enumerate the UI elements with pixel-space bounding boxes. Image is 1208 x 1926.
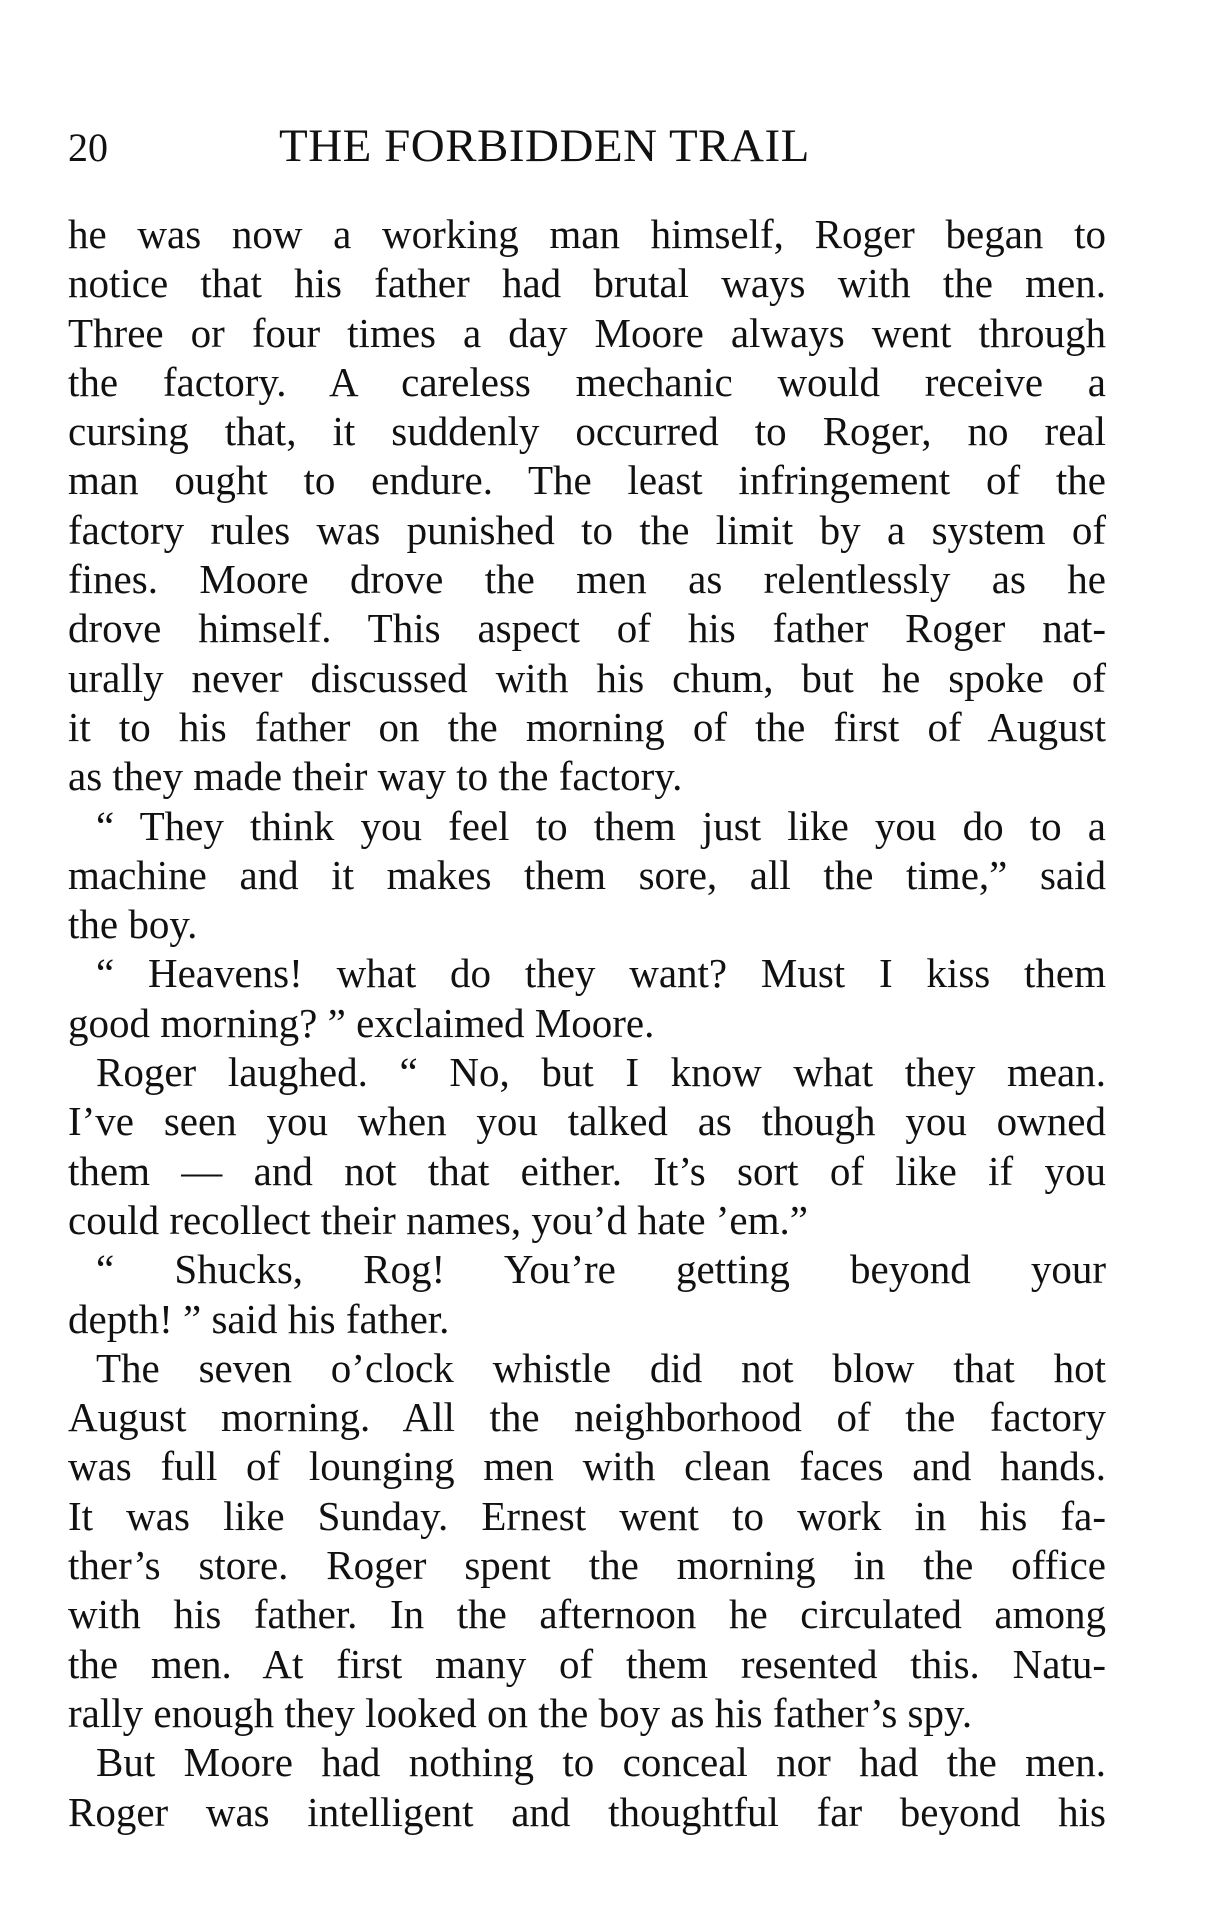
- text-line: The seven o’clock whistle did not blow that hot: [96, 1344, 1106, 1391]
- text-line: the men. At first many of them resented this. Natu-: [68, 1640, 1106, 1687]
- body-text: [68, 210, 1106, 1837]
- text-line: urally never discussed with his chum, but he spoke of: [68, 654, 1106, 701]
- text-line: could recollect their names, you’d hate ’em.”: [68, 1196, 808, 1243]
- text-line: Roger was intelligent and thoughtful far beyond his: [68, 1788, 1106, 1835]
- text-line: with his father. In the afternoon he circulated among: [68, 1591, 1106, 1638]
- text-line: drove himself. This aspect of his father Roger nat-: [68, 605, 1106, 652]
- text-line: fines. Moore drove the men as relentlessly as he: [68, 556, 1106, 603]
- page-number: 20: [68, 125, 108, 170]
- text-line: it to his father on the morning of the first of August: [68, 703, 1106, 750]
- text-line: But Moore had nothing to conceal nor had the men.: [96, 1739, 1106, 1786]
- text-line: Roger laughed. “ No, but I know what they mean.: [96, 1049, 1106, 1096]
- text-line: man ought to endure. The least infringement of the: [68, 457, 1106, 504]
- text-line: notice that his father had brutal ways with the men.: [68, 260, 1106, 307]
- text-line: he was now a working man himself, Roger began to: [68, 211, 1106, 257]
- text-line: the factory. A careless mechanic would receive a: [68, 358, 1106, 405]
- text-line: depth! ” said his father.: [68, 1295, 450, 1342]
- text-line: machine and it makes them sore, all the time,” said: [68, 851, 1106, 898]
- text-line: “ Heavens! what do they want? Must I kiss them: [96, 950, 1106, 997]
- text-line: the boy.: [68, 901, 198, 948]
- text-line: cursing that, it suddenly occurred to Roger, no real: [68, 408, 1106, 455]
- text-line: rally enough they looked on the boy as his father’s spy.: [68, 1689, 973, 1736]
- text-line: as they made their way to the factory.: [68, 753, 683, 800]
- text-line: them — and not that either. It’s sort of like if you: [68, 1147, 1106, 1194]
- text-line: It was like Sunday. Ernest went to work in his fa-: [68, 1492, 1106, 1539]
- text-line: I’ve seen you when you talked as though you owned: [68, 1098, 1106, 1145]
- text-line: “ Shucks, Rog! You’re getting beyond your: [96, 1246, 1106, 1293]
- text-line: factory rules was punished to the limit by a system of: [68, 506, 1106, 553]
- text-line: was full of lounging men with clean faces and hands.: [68, 1443, 1106, 1490]
- text-line: “ They think you feel to them just like you do to a: [96, 802, 1106, 849]
- text-line: Three or four times a day Moore always went through: [68, 309, 1106, 356]
- text-line: ther’s store. Roger spent the morning in the office: [68, 1542, 1106, 1589]
- running-header: [68, 118, 1108, 178]
- text-line: August morning. All the neighborhood of the factory: [68, 1394, 1106, 1441]
- running-title: THE FORBIDDEN TRAIL: [279, 120, 810, 172]
- text-line: good morning? ” exclaimed Moore.: [68, 999, 655, 1046]
